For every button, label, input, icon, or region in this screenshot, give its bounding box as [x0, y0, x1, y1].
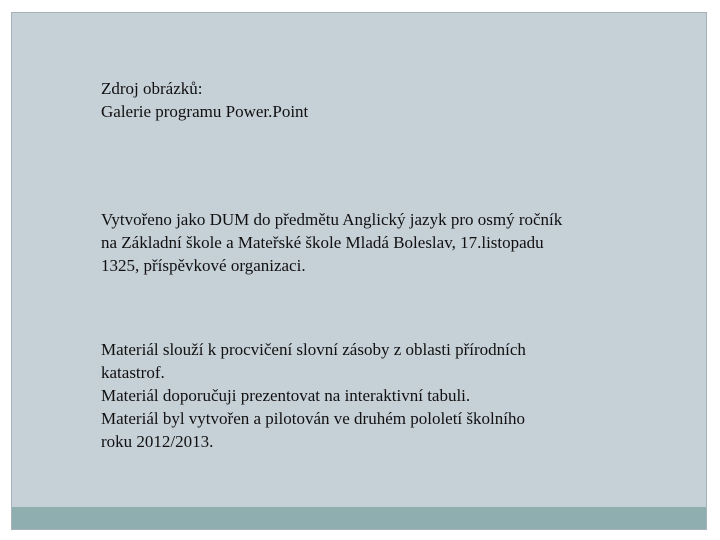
- image-source-block: [101, 77, 308, 123]
- creation-info-block: [101, 208, 562, 277]
- image-source-heading: Zdroj obrázků:: [101, 79, 203, 98]
- creation-info-line: Vytvořeno jako DUM do předmětu Anglický jazyk pro osmý ročník: [101, 210, 563, 229]
- slide: [11, 12, 707, 530]
- material-description-line: Materiál byl vytvořen a pilotován ve druhém pololetí školního: [101, 409, 525, 428]
- image-source-value: Galerie programu Power.Point: [101, 102, 309, 121]
- creation-info-line: na Základní škole a Mateřské škole Mladá Boleslav, 17.listopadu: [101, 233, 544, 252]
- footer-bar: [12, 507, 706, 529]
- material-description-line: katastrof.: [101, 363, 165, 382]
- creation-info-line: 1325, příspěvkové organizaci.: [101, 256, 306, 275]
- material-description-line: roku 2012/2013.: [101, 432, 214, 451]
- material-description-block: [101, 338, 526, 453]
- material-description-line: Materiál slouží k procvičení slovní zásoby z oblasti přírodních: [101, 340, 526, 359]
- material-description-line: Materiál doporučuji prezentovat na interaktivní tabuli.: [101, 386, 471, 405]
